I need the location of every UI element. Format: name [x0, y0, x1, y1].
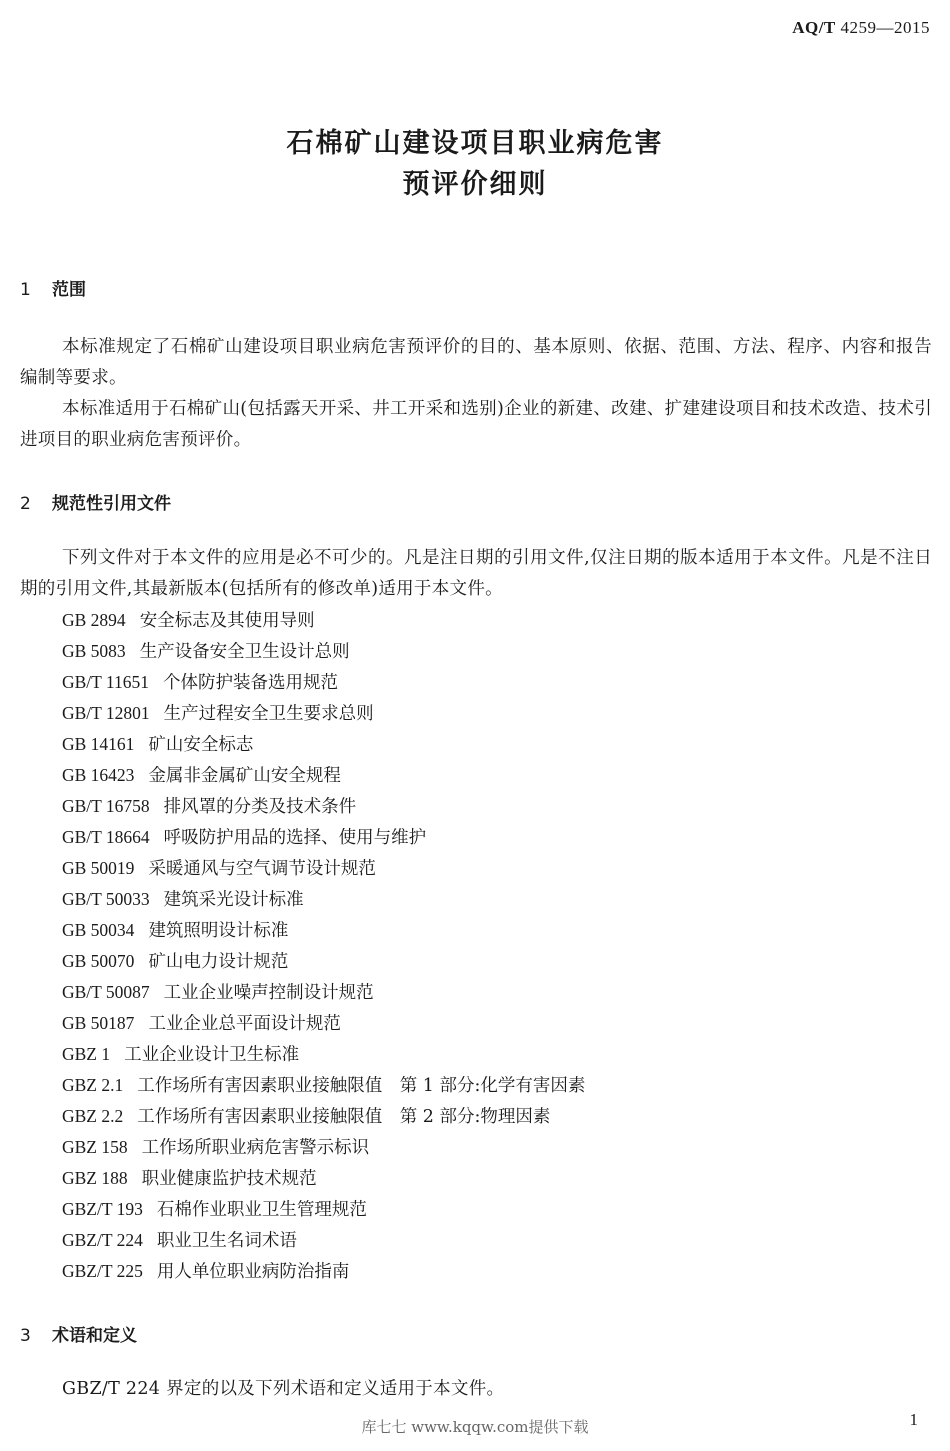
reference-item [62, 667, 585, 698]
reference-item [62, 1070, 585, 1101]
reference-title: 工业企业噪声控制设计规范 [163, 983, 374, 1003]
reference-code: GB 2894 [62, 610, 126, 630]
document-title-line2: 预评价细则 [402, 169, 548, 200]
reference-code: GB/T 18664 [62, 827, 150, 847]
reference-title: 建筑照明设计标准 [148, 921, 289, 941]
reference-item [62, 1008, 585, 1039]
reference-title: 采暖通风与空气调节设计规范 [148, 859, 376, 879]
reference-item [62, 760, 585, 791]
reference-title: 工作场所有害因素职业接触限值 第 2 部分:物理因素 [137, 1107, 551, 1127]
standard-code-number: 4259—2015 [840, 18, 930, 37]
section-2-heading [20, 489, 171, 514]
reference-title: 职业卫生名词术语 [156, 1231, 297, 1251]
reference-item [62, 915, 585, 946]
reference-code: GB/T 12801 [62, 703, 150, 723]
standard-code-prefix: AQ/T [792, 18, 836, 37]
section-number: 3 [20, 1326, 31, 1346]
reference-code: GBZ 158 [62, 1137, 128, 1157]
reference-title: 矿山安全标志 [148, 735, 254, 755]
section-title: 范围 [52, 280, 86, 300]
reference-item [62, 1194, 585, 1225]
reference-code: GB 5083 [62, 641, 126, 661]
reference-item [62, 698, 585, 729]
reference-item [62, 946, 585, 977]
reference-item [62, 636, 585, 667]
reference-title: 安全标志及其使用导则 [139, 611, 315, 631]
reference-item [62, 791, 585, 822]
reference-item [62, 853, 585, 884]
reference-item [62, 977, 585, 1008]
reference-title: 工业企业总平面设计规范 [148, 1014, 341, 1034]
reference-title: 生产设备安全卫生设计总则 [139, 642, 350, 662]
reference-code: GBZ 2.2 [62, 1106, 124, 1126]
page-number: 1 [909, 1410, 918, 1429]
reference-code: GB/T 16758 [62, 796, 150, 816]
reference-code: GBZ/T 224 [62, 1230, 143, 1250]
section-number: 1 [20, 280, 31, 300]
reference-title: 金属非金属矿山安全规程 [148, 766, 341, 786]
reference-title: 石棉作业职业卫生管理规范 [156, 1200, 367, 1220]
reference-code: GB 50187 [62, 1013, 135, 1033]
reference-item [62, 1256, 585, 1287]
section-3-heading [20, 1321, 137, 1346]
reference-title: 矿山电力设计规范 [148, 952, 289, 972]
reference-code: GB/T 50087 [62, 982, 150, 1002]
reference-code: GB 16423 [62, 765, 135, 785]
reference-item [62, 729, 585, 760]
reference-code: GB 50070 [62, 951, 135, 971]
section-1-paragraph: 本标准规定了石棉矿山建设项目职业病危害预评价的目的、基本原则、依据、范围、方法、程序、内容和报告编制等要求。 [20, 337, 932, 388]
standard-code [792, 18, 930, 38]
reference-item [62, 822, 585, 853]
reference-code: GBZ/T 193 [62, 1199, 143, 1219]
reference-title: 生产过程安全卫生要求总则 [163, 704, 374, 724]
reference-code: GBZ/T 225 [62, 1261, 143, 1281]
section-1-heading [20, 275, 86, 300]
section-2-intro: 下列文件对于本文件的应用是必不可少的。凡是注日期的引用文件,仅注日期的版本适用于本文件。凡是不注日期的引用文件,其最新版本(包括所有的修改单)适用于本文件。 [20, 548, 932, 599]
reference-title: 工作场所有害因素职业接触限值 第 1 部分:化学有害因素 [137, 1076, 586, 1096]
normative-reference-list [62, 605, 585, 1287]
reference-code: GB 14161 [62, 734, 135, 754]
reference-title: 排风罩的分类及技术条件 [163, 797, 357, 817]
reference-code: GB 50034 [62, 920, 135, 940]
reference-code: GB/T 11651 [62, 672, 150, 692]
reference-item [62, 605, 585, 636]
reference-title: 个体防护装备选用规范 [163, 673, 339, 693]
reference-code: GBZ 188 [62, 1168, 128, 1188]
section-1-paragraph: 本标准适用于石棉矿山(包括露天开采、井工开采和选别)企业的新建、改建、扩建建设项目和技术改造、技术引进项目的职业病危害预评价。 [20, 399, 932, 450]
reference-code: GBZ 1 [62, 1044, 111, 1064]
reference-item [62, 1132, 585, 1163]
reference-item [62, 1039, 585, 1070]
section-title: 术语和定义 [52, 1326, 137, 1346]
reference-item [62, 1163, 585, 1194]
reference-title: 建筑采光设计标准 [163, 890, 304, 910]
document-title-line1: 石棉矿山建设项目职业病危害 [286, 128, 664, 159]
reference-code: GB/T 50033 [62, 889, 150, 909]
section-title: 规范性引用文件 [52, 494, 171, 514]
reference-item [62, 1101, 585, 1132]
reference-code: GB 50019 [62, 858, 135, 878]
section-3-intro: GBZ/T 224 界定的以及下列术语和定义适用于本文件。 [62, 1379, 505, 1399]
footer-watermark: 库七七 www.kqqw.com提供下载 [361, 1418, 589, 1436]
reference-code: GBZ 2.1 [62, 1075, 124, 1095]
reference-title: 工作场所职业病危害警示标识 [141, 1138, 370, 1158]
reference-title: 职业健康监护技术规范 [141, 1169, 317, 1189]
section-number: 2 [20, 494, 31, 514]
reference-item [62, 1225, 585, 1256]
reference-item [62, 884, 585, 915]
reference-title: 用人单位职业病防治指南 [156, 1262, 350, 1282]
reference-title: 呼吸防护用品的选择、使用与维护 [163, 828, 427, 848]
reference-title: 工业企业设计卫生标准 [124, 1045, 300, 1065]
